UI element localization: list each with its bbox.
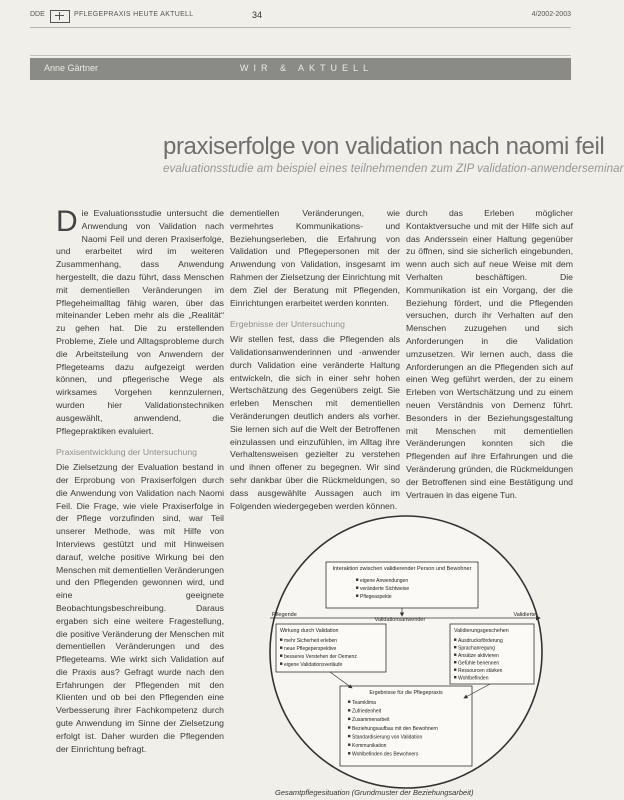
center-label: Validationsanwender (374, 617, 426, 623)
bullet-icon (454, 669, 456, 671)
diagram-list-item: Ansätze aktivieren (458, 653, 499, 659)
diagram-list-item: Wohlbefinden (458, 675, 489, 682)
band-rule (30, 55, 571, 56)
right-label: Validierte (513, 612, 536, 618)
bullet-icon (454, 661, 456, 663)
bullet-icon (348, 701, 350, 703)
bullet-icon (280, 647, 282, 649)
bullet-icon (348, 744, 350, 746)
text-column-1 (56, 207, 224, 755)
bullet-icon (348, 752, 350, 754)
diagram-list-item: eigene Validationsverläufe (284, 662, 343, 668)
page-header (30, 10, 571, 24)
text-column-3 (406, 207, 573, 507)
diagram-list-item: neue Pflegeperspektive (284, 646, 337, 652)
diagram-list-item: Zusammenarbeit (352, 717, 390, 724)
diagram-list-item: Pflegeaspekte (360, 594, 392, 600)
diagram-list-item: Wohlbefinden des Bewohners (352, 751, 419, 758)
text-column-2 (230, 207, 400, 511)
bullet-icon (280, 639, 282, 641)
section-band (30, 58, 571, 80)
header-rule (30, 27, 571, 28)
intro-text: ie Evaluationsstudie untersucht die Anwendung von Validation nach Naomi Feil und deren Praxiserfolge, und erarbeitet wird im weiteren Zusammenhang, dass Anwendung hergestellt, die dazu führt, dass Menschen mit dementiellen Veränderungen im Pflegeheimalltag fähig waren, über das miteinander Leben mehr als die „Realität“ zu gehen hat. Die zu erstellenden Probleme, Ziele und Alltagsprobleme durch die Arbeitsteilung von Anwendern der Pflegeteams dazu aufgezeigt werden können, und pflegerische Wege als wirksames Vorgehen kennzulernen, wurden hier Validationstechniken ausgewählt, anwendend, die Pflegepraktiken evaluiert. (56, 208, 224, 436)
right-box-title: Validierungsgeschehen (454, 628, 509, 634)
drop-cap: D (56, 205, 78, 238)
body-paragraph: dementiellen Veränderungen, wie vermehrtes Kommunikations- und Beziehungserleben, die Erfahrung von Validation und Pflegepersonen mit der Anwendung von Validation, insgesamt im Rahmen der Zielsetzung der Einrichtung mit dem Ziel der Beratung mit Pflegenden, Einrichtungen erarbeitet werden konnten. (230, 208, 400, 308)
intro-paragraph (56, 207, 224, 437)
top-box-title: Interaktion zwischen validierender Person und Bewohner (332, 566, 472, 572)
issue-number: 4/2002-2003 (531, 11, 571, 18)
article-subtitle: evaluationsstudie am beispiel eines teilnehmenden zum ZIP validation-anwenderseminar (163, 163, 624, 175)
bullet-icon (348, 735, 350, 737)
diagram-list-item: mehr Sicherheit erleben (284, 638, 338, 644)
diagram-list-item: Beziehungsaufbau mit den Bewohnern (352, 725, 438, 732)
section-heading: Praxisentwicklung der Untersuchung (56, 447, 198, 458)
article-title: praxiserfolge von validation nach naomi feil (163, 133, 605, 160)
left-box-title: Wirkung durch Validation (280, 628, 339, 634)
bullet-icon (356, 579, 358, 581)
diagram-list-item: Gefühle benennen (458, 660, 500, 667)
body-paragraph: durch das Erleben möglicher Kontaktversuche und mit der Hilfe sich auf das Anderssein einer Haltung gegenüber zu öffnen, sind sie sicherlich eingebunden, wenn auch sich auf neue Weise mit dem Verhalten beschäftigen. Die Kommunikation ist ein Vorgang, der die Beziehung fördert, und die Pflegenden versuchen, durch ihr Verhalten auf den Menschen zuzugehen und sich Anforderungen in die Validation umzusetzen. Wir lernen auch, dass die Anforderungen an die Pflegenden sich auf einen Weg geführt werden, der zu einem Erleben von Wertschätzung und zu einem neuen Verständnis von Demenz führt. Besonders in der Beziehungsgestaltung mit Menschen mit dementiellen Veränderungen konnten sich die Pflegenden auf ihre Erfahrungen und die Veränderung gründen, die Rückmeldungen der Betroffenen sind eine Bestätigung und Vertrauen in das eigene Tun. (406, 208, 573, 500)
body-paragraph: Wir stellen fest, dass die Pflegenden als Validationsanwenderinnen und -anwender durch Validation eine veränderte Haltung entwickeln, die sich in einer sehr hohen Wertschätzung des Gegenübers zeigt. Sie erleben Menschen mit dementiellen Veränderungen deutlich anders als vorher. Sie lernen sich auf die Welt der Betroffenen einzulassen und einzufühlen, im Alltag ihre Verhaltensweisen gezielter zu verstehen und ihnen offener zu begegnen. Wir sind sehr dankbar über die Rückmeldungen, so dass ausgewählte Aussagen auch im Folgenden wiedergegeben werden können. (230, 334, 400, 511)
diagram-list-item: besseres Verstehen der Demenz (284, 654, 357, 660)
journal-name: PFLEGEPRAXIS HEUTE AKTUELL (74, 11, 194, 18)
bullet-icon (348, 718, 350, 720)
bullet-icon (454, 646, 456, 648)
bullet-icon (356, 587, 358, 589)
diagram-list-item: eigene Anwendungen (360, 578, 409, 584)
bullet-icon (454, 676, 456, 678)
diagram-list-item: Ressourcen stärken (458, 668, 503, 674)
company-name: DDE (30, 11, 45, 18)
diagram-list-item: Teamklima (352, 700, 376, 706)
cross-logo-icon (50, 10, 70, 23)
bottom-box-title: Ergebnisse für die Pflegepraxis (369, 690, 443, 696)
bullet-icon (454, 654, 456, 656)
page-number: 34 (252, 10, 263, 20)
section-heading: Ergebnisse der Untersuchung (230, 319, 345, 330)
bullet-icon (280, 663, 282, 665)
diagram-list-item: Zufriedenheit (352, 708, 382, 715)
diagram-list-item: veränderte Sichtweise (360, 586, 410, 592)
left-label: Pflegende (272, 612, 297, 618)
bullet-icon (356, 595, 358, 597)
diagram-list-item: Ausdrucksförderung (458, 638, 503, 644)
figure-caption: Gesamtpflegesituation (Grundmuster der Beziehungsarbeit) (275, 788, 474, 797)
diagram-list-item: Kommunikation (352, 743, 387, 749)
bullet-icon (454, 639, 456, 641)
relationship-diagram (240, 512, 570, 790)
bullet-icon (348, 709, 350, 711)
bullet-icon (280, 655, 282, 657)
diagram-list-item: Sprachanregung (458, 645, 495, 652)
diagram-list-item: Standardisierung von Validation (352, 734, 423, 741)
bullet-icon (348, 726, 350, 728)
section-label: WIR & AKTUELL (240, 63, 374, 73)
body-paragraph: Die Zielsetzung der Evaluation bestand in der Erprobung von Praxiserfolgen durch die Anwendung von Validation nach Naomi Feil. Die Frage, wie viele Praxiserfolge in der Pflege vorzufinden sind, war Teil unserer Methode, was mit Hilfe von Interviews gestützt und mit Hinweisen darauf, welche positive Wirkung bei den Menschen mit dementiellen Veränderungen und den Pflegenden gewonnen wird, und eine geeignete Beobachtungsbeschreibung. Daraus ergaben sich eine weitere Fragestellung, die positive Veränderung der Menschen mit dementiellen Veränderungen und des Pflegeteams. Wie wirkt sich Validation auf die Praxis aus? Gefragt wurde nach den Erfahrungen der Pflegenden mit den Klienten und ob bei den Pflegenden eine Verbesserung ihrer Fachkompetenz durch gute Anwendung im Sinne der Zielsetzung erfolgt ist. Daher wurden die Pflegenden der Einrichtung befragt. (56, 462, 224, 754)
author-name: Anne Gärtner (44, 63, 99, 73)
